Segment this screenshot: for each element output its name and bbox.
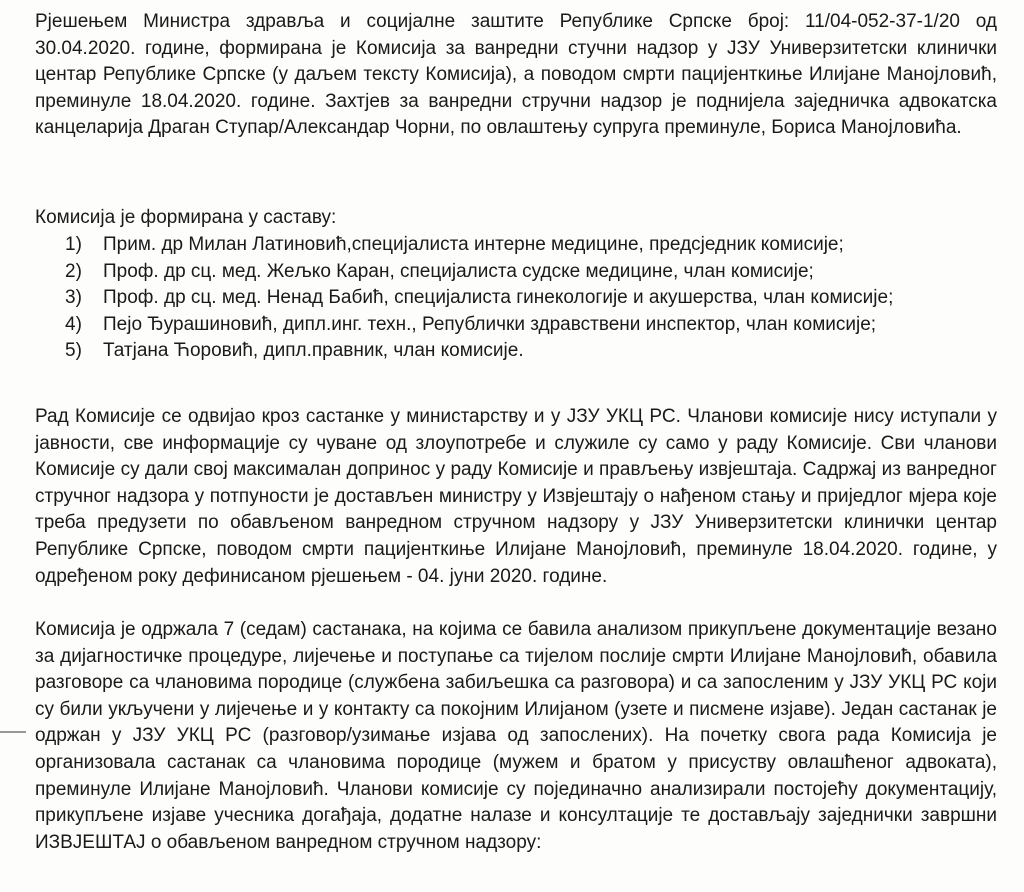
list-item-text: Татјана Ћоровић, дипл.правник, члан комисије.: [103, 340, 524, 362]
list-item: [65, 285, 995, 312]
list-item-number: 4): [65, 313, 82, 335]
members-list: [65, 232, 995, 365]
list-item-text: Проф. др сц. мед. Ненад Бабић, специјалиста гинекологије и акушерства, члан комисије;: [103, 287, 894, 309]
list-item-text: Прим. др Милан Латиновић,специјалиста интерне медицине, предсједник комисије;: [103, 234, 844, 255]
list-item: [65, 232, 995, 259]
paragraph-composition-heading: Комисија је формирана у саставу:: [35, 207, 337, 228]
paragraph-meetings: Комисија је одржала 7 (седам) састанака, на којима се бавила анализом прикупљене документације везано за дијагностичке процедуре, лијечење и поступање са тијелом послије смрти Илијане Манојловић, обавила разговоре са члановима породице (службена забиљешка са разговора) и са запосленим у ЈЗУ УКЦ РС који су били укључени у лијечење и у контакту са покојним Илијаном (узете и писмене изјаве). Један састанак је одржан у ЈЗУ УКЦ РС (разговор/узимање изјава од запослених). На почетку свога рада Комисија је организовала састанак са члановима породице (мужем и братом у присуству овлашћеног адвоката), преминуле Илијане Манојловић. Чланови комисије су појединачно анализирали постојећу документацију, прикупљене изјаве учесника догађаја, додатне налазе и консултације те достављају заједнички завршни ИЗВЈЕШТАЈ о обављеном ванредном стручном надзору:: [35, 619, 997, 853]
list-item: [65, 259, 995, 286]
list-item-text: Проф. др сц. мед. Жељко Каран, специјалиста судске медицине, члан комисије;: [103, 260, 814, 282]
list-item-text: Пејо Ђурашиновић, дипл.инг. техн., Републички здравствени инспектор, члан комисије;: [103, 313, 877, 335]
list-item-number: 1): [65, 234, 82, 255]
list-item-number: 5): [65, 340, 82, 362]
list-item: [65, 338, 995, 365]
list-item: [65, 312, 995, 339]
scan-margin-mark: [0, 731, 26, 733]
paragraph-commission-work: Рад Комисије се одвијао кроз састанке у министарству и у ЈЗУ УКЦ РС. Чланови комисије нису иступали у јавности, све информације су чуване од злоупотребе и служиле су само у раду Комисије. Сви чланови Комисије су дали свој максималан допринос у раду Комисије и прављењу извјештаја. Садржај из ванредног стручног надзора у потпуности је достављен министру у Извјештају о нађеном стању и приједлог мјера које треба предузети по обављеном ванредном стручном надзору у ЈЗУ Универзитетски клинички центар Републике Српске, поводом смрти пацијенткиње Илијане Манојловић, преминуле 18.04.2020. године, у одређеном року дефинисаном рјешењем - 04. јуни 2020. године.: [35, 406, 997, 587]
list-item-number: 2): [65, 260, 82, 282]
list-item-number: 3): [65, 287, 82, 309]
paragraph-commission-formation: Рјешењем Министра здравља и социјалне заштите Републике Српске број: 11/04-052-37-1/20 од 30.04.2020. године, формирана је Комисија за ванредни стучни надзор у ЈЗУ Универзитетски клинички центар Републике Српске (у даљем тексту Комисија), а поводом смрти пацијенткиње Илијане Манојловић, преминуле 18.04.2020. године. Захтјев за ванредни стручни надзор је поднијела заједничка адвокатска канцеларија Драган Ступар/Александар Чорни, по овлаштењу супруга преминуле, Бориса Манојловића.: [35, 11, 997, 139]
